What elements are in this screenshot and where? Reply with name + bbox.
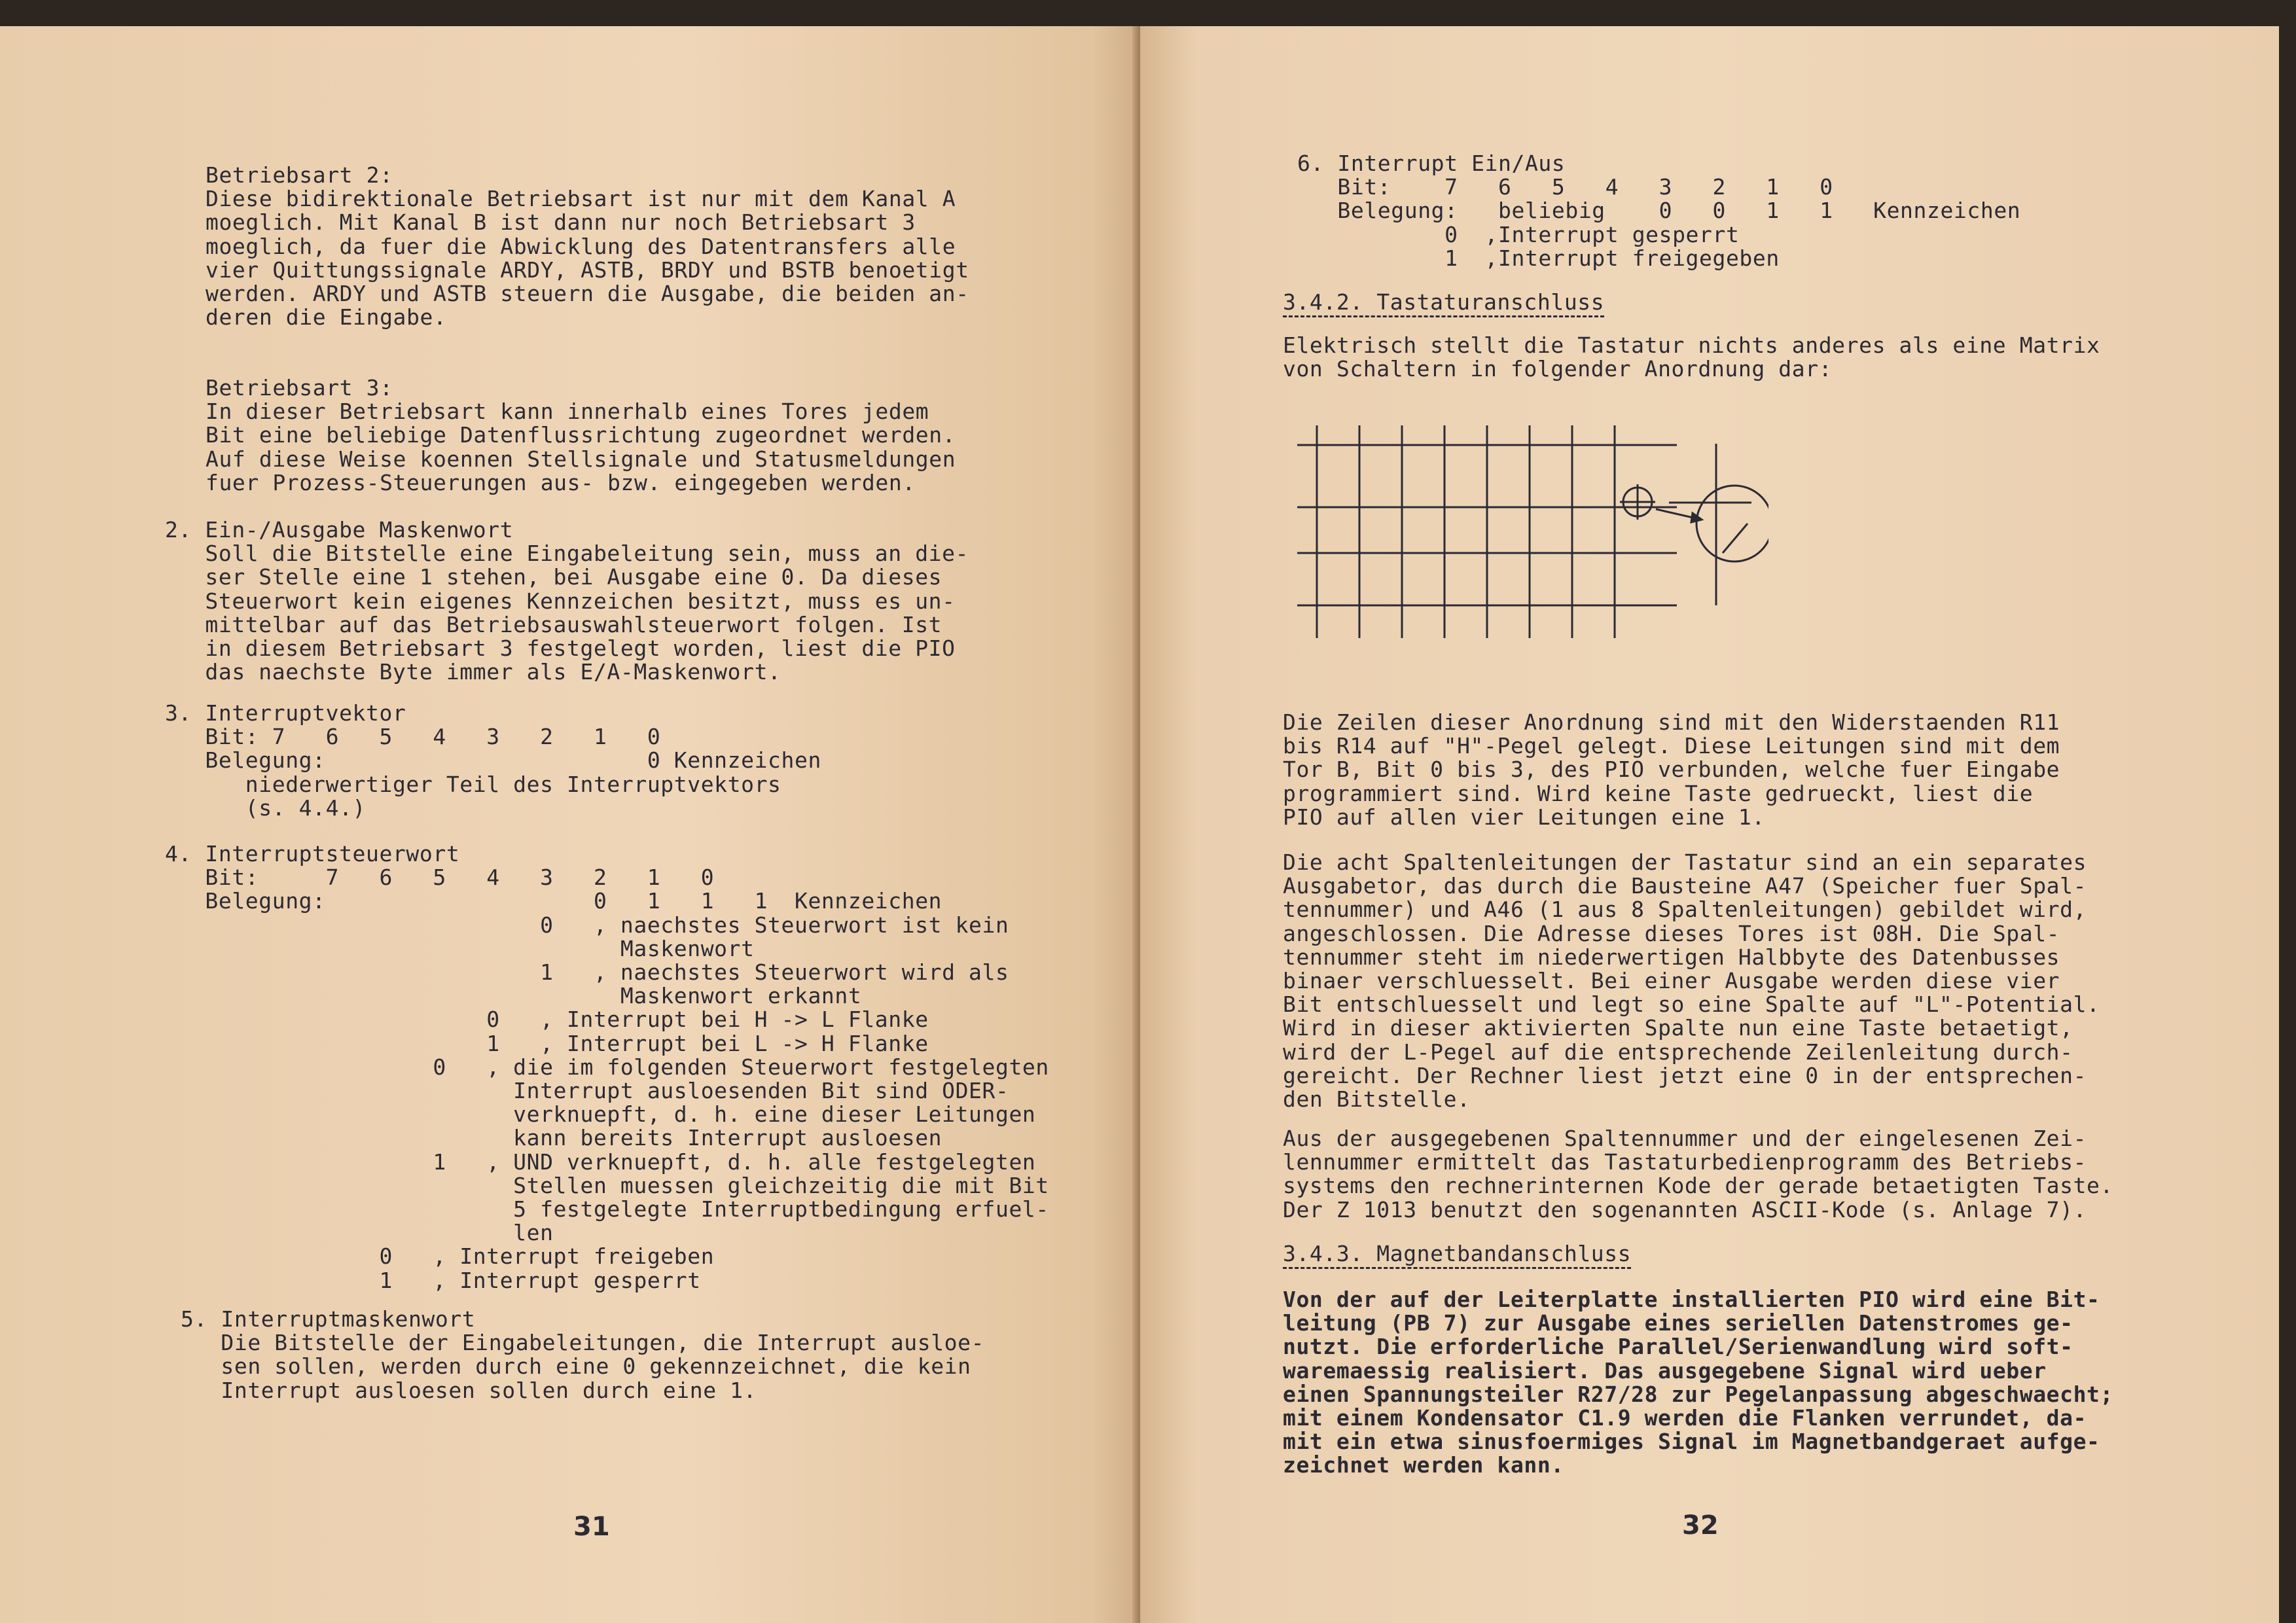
item-2-maskenwort: 2. Ein-/Ausgabe Maskenwort Soll die Bitstelle eine Eingabeleitung sein, muss an die- ser Stelle eine 1 stehen, bei Ausgabe eine 0. Da dieses Steuerwort kein eigenes Kennzeichen besitzt, muss es un- mittelbar auf das Betriebsauswahlsteuerwort folgen. Ist in diesem Betriebsart 3 festgelegt worden, liest die PIO das naechste Byte immer als E/A-Maskenwort. — [165, 517, 969, 685]
betriebsart-2-block: Betriebsart 2: Diese bidirektionale Betriebsart ist nur mit dem Kanal A moeglich. Mit Kanal B ist dann nur noch Betriebsart 3 moeglich, da fuer die Abwicklung des Datentransfers alle vier Quittungssignale ARDY, ASTB, BRDY und BSTB benoetigt werden. ARDY und ASTB steuern die Ausgabe, die beiden an- deren die Eingabe. — [206, 162, 969, 330]
item-6-interrupt-ein-aus: 6. Interrupt Ein/Aus Bit: 7 6 5 4 3 2 1 0 Belegung: beliebig 0 0 1 1 Kennzeichen 0 ,Interrupt gesperrt 1 ,Interrupt freigegeben — [1297, 151, 2021, 271]
switch-matrix-diagram — [1297, 393, 1768, 668]
page-number-31: 31 — [573, 1512, 610, 1542]
para-zeilen: Die Zeilen dieser Anordnung sind mit den Widerstaenden R11 bis R14 auf "H"-Pegel gelegt. Diese Leitungen sind mit dem Tor B, Bit 0 bis 3, des PIO verbunden, welche fuer Eingabe programmiert sind. Wird keine Taste gedrueckt, liest die PIO auf allen vier Leitungen eine 1. — [1283, 709, 2060, 830]
para-ascii-kode: Aus der ausgegebenen Spaltennummer und der eingelesenen Zei- lennummer ermittelt das Tastaturbedienprogramm des Betriebs- systems den rechnerinternen Kode der gerade betaetigten Taste. Der Z 1013 benutzt den sogenannten ASCII-Kode (s. Anlage 7). — [1283, 1126, 2113, 1222]
page-number-32: 32 — [1682, 1510, 1719, 1541]
para-magnetband: Von der auf der Leiterplatte installierten PIO wird eine Bit- leitung (PB 7) zur Ausgabe eines seriellen Datenstromes ge- nutzt. Die erforderliche Parallel/Serienwandlung wird soft- waremaessig realisiert. Das ausgegebene Signal wird ueber einen Spannungsteiler R27/28 zur Pegelanpassung abgeschwaecht; mit einem Kondensator C1.9 werden die Flanken verrundet, da- mit ein etwa sinusfoermiges Signal im Magnetbandgeraet aufge- zeichnet werden kann. — [1283, 1287, 2113, 1478]
heading-3-4-2: 3.4.2. Tastaturanschluss — [1283, 291, 1604, 317]
right-page — [1140, 26, 2279, 1623]
betriebsart-3-block: Betriebsart 3: In dieser Betriebsart kann innerhalb eines Tores jedem Bit eine beliebige Datenflussrichtung zugeordnet werden. Auf diese Weise koennen Stellsignale und Statusmeldungen fuer Prozess-Steuerungen aus- bzw. eingegeben werden. — [206, 375, 956, 495]
left-page — [0, 26, 1138, 1623]
para-spaltenleitungen: Die acht Spaltenleitungen der Tastatur sind an ein separates Ausgabetor, das durch die Bausteine A47 (Speicher fuer Spal- tennummer) und A46 (1 aus 8 Spaltenleitungen) gebildet wird, angeschlossen. Die Adresse dieses Tores ist 08H. Die Spal- tennummer steht im niederwertigen Halbbyte des Datenbusses binaer verschluesselt. Bei einer Ausgabe werden diese vier Bit entschluesselt und legt so eine Spalte auf "L"-Potential. Wird in dieser aktivierten Spalte nun eine Taste betaetigt, wird der L-Pegel auf die entsprechende Zeilenleitung durch- gereicht. Der Rechner liest jetzt eine 0 in der entsprechen- den Bitstelle. — [1283, 849, 2100, 1113]
item-5-interruptmaskenwort: 5. Interruptmaskenwort Die Bitstelle der Eingabeleitungen, die Interrupt ausloe- sen sollen, werden durch eine 0 gekennzeichnet, die kein Interrupt ausloesen sollen durch eine 1. — [181, 1306, 985, 1403]
item-3-interruptvektor: 3. Interruptvektor Bit: 7 6 5 4 3 2 1 0 Belegung: 0 Kennzeichen niederwertiger Teil des Interruptvektors (s. 4.4.) — [165, 700, 821, 821]
heading-3-4-3: 3.4.3. Magnetbandanschluss — [1283, 1242, 1631, 1269]
item-4-interruptsteuerwort: 4. Interruptsteuerwort Bit: 7 6 5 4 3 2 1 0 Belegung: 0 1 1 1 Kennzeichen 0 , naechstes Steuerwort ist kein Maskenwort 1 , naechstes Steuerwort wird als Maskenwort erkannt 0 , Interrupt bei H -> L Flanke 1 , Interrupt bei L -> H Flanke 0 , die im folgenden Steuerwort festgelegten Interrupt ausloesenden Bit sind ODER- verknuepft, d. h. eine dieser Leitungen kann bereits Interrupt ausloesen 1 , UND verknuepft, d. h. alle festgelegten Stellen muessen gleichzeitig die mit Bit 5 festgelegte Interruptbedingung erfuel- len 0 , Interrupt freigeben 1 , Interrupt gesperrt — [165, 841, 1049, 1293]
tastatur-intro: Elektrisch stellt die Tastatur nichts anderes als eine Matrix von Schaltern in folgender Anordnung dar: — [1283, 332, 2100, 382]
